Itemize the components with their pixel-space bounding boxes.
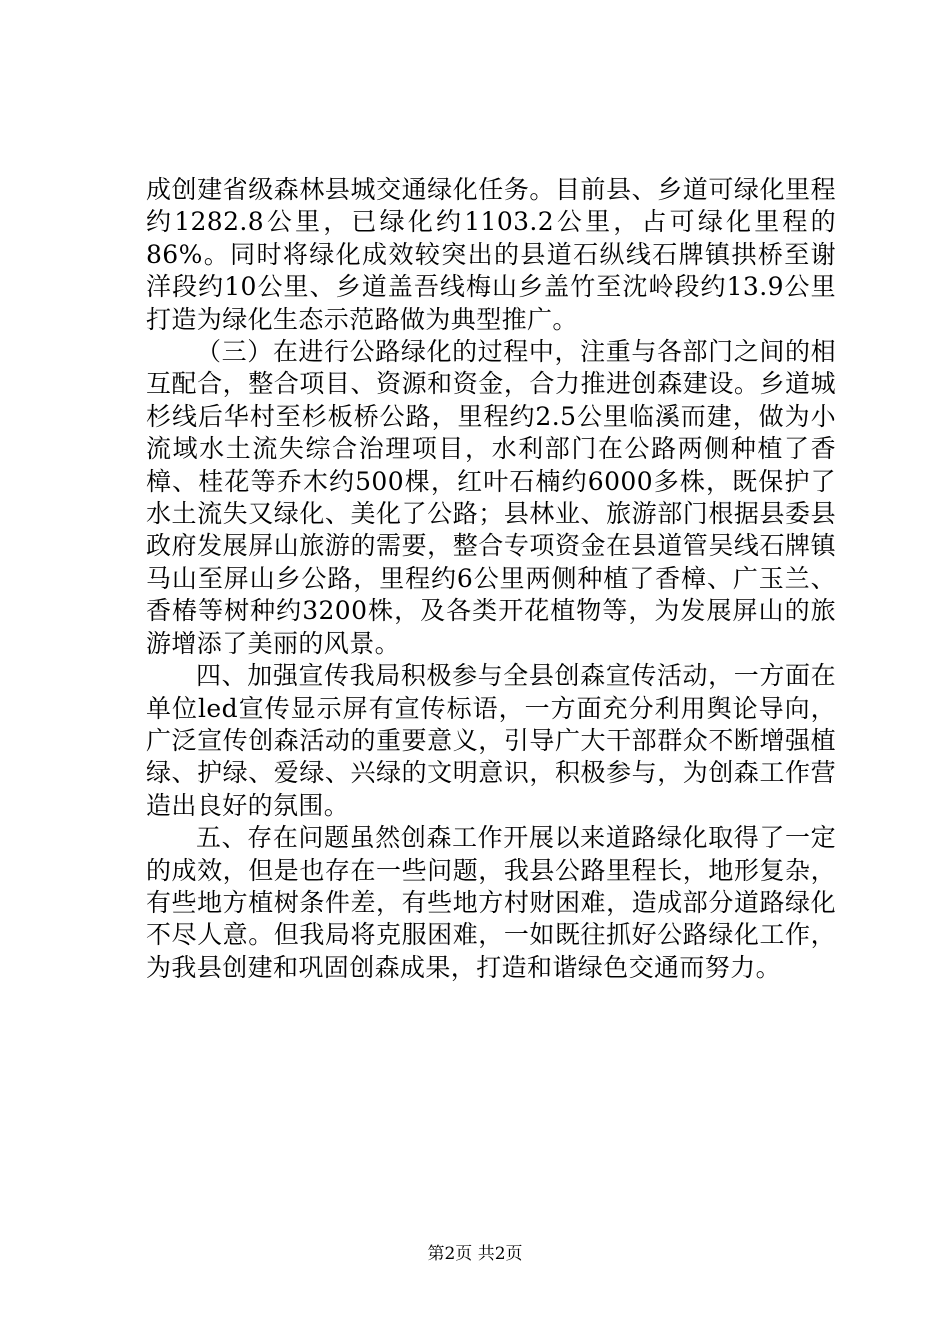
- document-body: [146, 174, 836, 984]
- paragraph-section-3: （三）在进行公路绿化的过程中，注重与各部门之间的相互配合，整合项目、资源和资金，合力推进创森建设。乡道城杉线后华村至杉板桥公路，里程约2.5公里临溪而建，做为小流域水土流失综合治理项目，水利部门在公路两侧种植了香樟、桂花等乔木约500棵，红叶石楠约6000多株，既保护了水土流失又绿化、美化了公路；县林业、旅游部门根据县委县政府发展屏山旅游的需要，整合专项资金在县道管吴线石牌镇马山至屏山乡公路，里程约6公里两侧种植了香樟、广玉兰、香椿等树种约3200株，及各类开花植物等，为发展屏山的旅游增添了美丽的风景。: [146, 337, 836, 658]
- paragraph-section-5: 五、存在问题虽然创森工作开展以来道路绿化取得了一定的成效，但是也存在一些问题，我县公路里程长，地形复杂，有些地方植树条件差，有些地方村财困难，造成部分道路绿化不尽人意。但我局将克服困难，一如既往抓好公路绿化工作，为我县创建和巩固创森成果，打造和谐绿色交通而努力。: [146, 823, 836, 982]
- paragraph-continuation: 成创建省级森林县城交通绿化任务。目前县、乡道可绿化里程约1282.8公里，已绿化约1103.2公里，占可绿化里程的86%。同时将绿化成效较突出的县道石纵线石牌镇拱桥至谢洋段约10公里、乡道盖吾线梅山乡盖竹至沈岭段约13.9公里打造为绿化生态示范路做为典型推广。: [146, 175, 836, 334]
- page-number-footer: 第2页 共2页: [427, 1244, 523, 1264]
- paragraph-section-4: 四、加强宣传我局积极参与全县创森宣传活动，一方面在单位led宣传显示屏有宣传标语，一方面充分利用舆论导向，广泛宣传创森活动的重要意义，引导广大干部群众不断增强植绿、护绿、爱绿、兴绿的文明意识，积极参与，为创森工作营造出良好的氛围。: [146, 661, 836, 820]
